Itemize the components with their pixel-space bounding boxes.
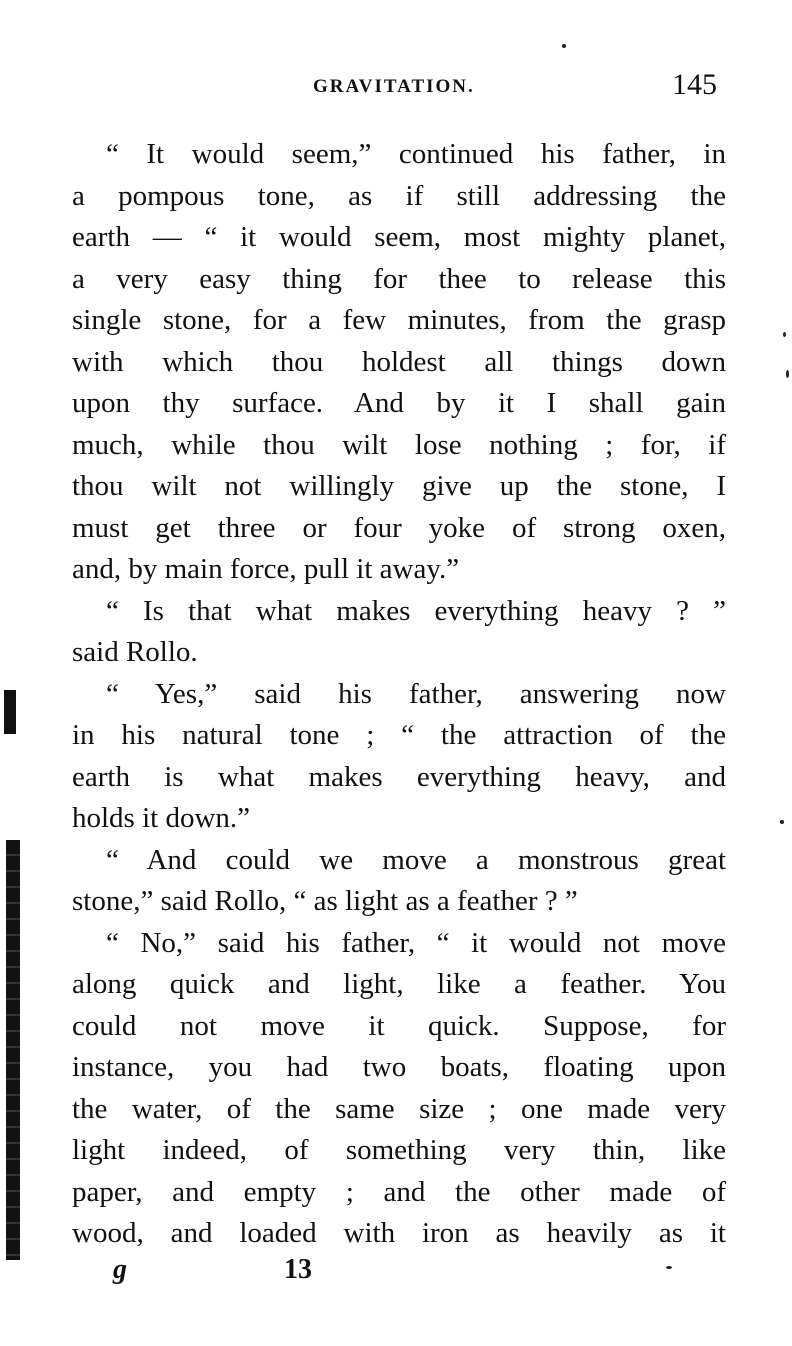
text-line: said Rollo. bbox=[72, 636, 198, 668]
text-line: instance, you had two boats, floating upon bbox=[72, 1051, 726, 1083]
text-line: a very easy thing for thee to release this bbox=[72, 262, 726, 295]
text-line: earth — “ it would seem, most mighty planet, bbox=[72, 221, 726, 253]
text-line: wood, and loaded with iron as heavily as it bbox=[72, 1217, 726, 1249]
signature-letter: g bbox=[113, 1254, 127, 1285]
text-line: “ It would seem,” continued his father, in bbox=[106, 138, 726, 170]
scan-speck bbox=[780, 820, 784, 824]
body-text bbox=[72, 134, 726, 1255]
text-line: stone,” said Rollo, “ as light as a feather ? ” bbox=[72, 885, 578, 917]
page-number: 145 bbox=[672, 68, 717, 101]
text-line: must get three or four yoke of strong oxen, bbox=[72, 511, 726, 544]
text-line: with which thou holdest all things down bbox=[72, 345, 726, 378]
page-footer bbox=[0, 1250, 792, 1290]
scan-speck bbox=[786, 370, 789, 378]
running-title: GRAVITATION. bbox=[313, 76, 475, 97]
binding-mark bbox=[4, 690, 16, 734]
scan-speck bbox=[562, 44, 566, 48]
text-line: and, by main force, pull it away.” bbox=[72, 553, 460, 585]
text-line: the water, of the same size ; one made very bbox=[72, 1092, 726, 1125]
text-line: “ Yes,” said his father, answering now bbox=[106, 677, 726, 710]
text-line: upon thy surface. And by it I shall gain bbox=[72, 387, 726, 419]
text-line: single stone, for a few minutes, from the grasp bbox=[72, 304, 726, 336]
text-line: “ And could we move a monstrous great bbox=[106, 843, 726, 876]
signature-number: 13 bbox=[284, 1254, 312, 1285]
text-line: could not move it quick. Suppose, for bbox=[72, 1009, 726, 1042]
scan-speck bbox=[783, 332, 786, 337]
text-line: along quick and light, like a feather. You bbox=[72, 968, 726, 1000]
binding-edge bbox=[6, 840, 20, 1260]
running-head bbox=[0, 68, 792, 108]
scan-speck bbox=[666, 1266, 672, 1269]
text-line: “ No,” said his father, “ it would not move bbox=[106, 926, 726, 959]
text-line: a pompous tone, as if still addressing the bbox=[72, 179, 726, 212]
text-line: light indeed, of something very thin, like bbox=[72, 1134, 726, 1166]
text-line: in his natural tone ; “ the attraction of the bbox=[72, 719, 726, 751]
text-line: paper, and empty ; and the other made of bbox=[72, 1175, 726, 1208]
text-line: much, while thou wilt lose nothing ; for, if bbox=[72, 428, 726, 461]
text-line: “ Is that what makes everything heavy ? ” bbox=[106, 594, 726, 627]
text-line: holds it down.” bbox=[72, 802, 251, 834]
text-line: earth is what makes everything heavy, and bbox=[72, 760, 726, 793]
text-line: thou wilt not willingly give up the stone, I bbox=[72, 470, 726, 502]
